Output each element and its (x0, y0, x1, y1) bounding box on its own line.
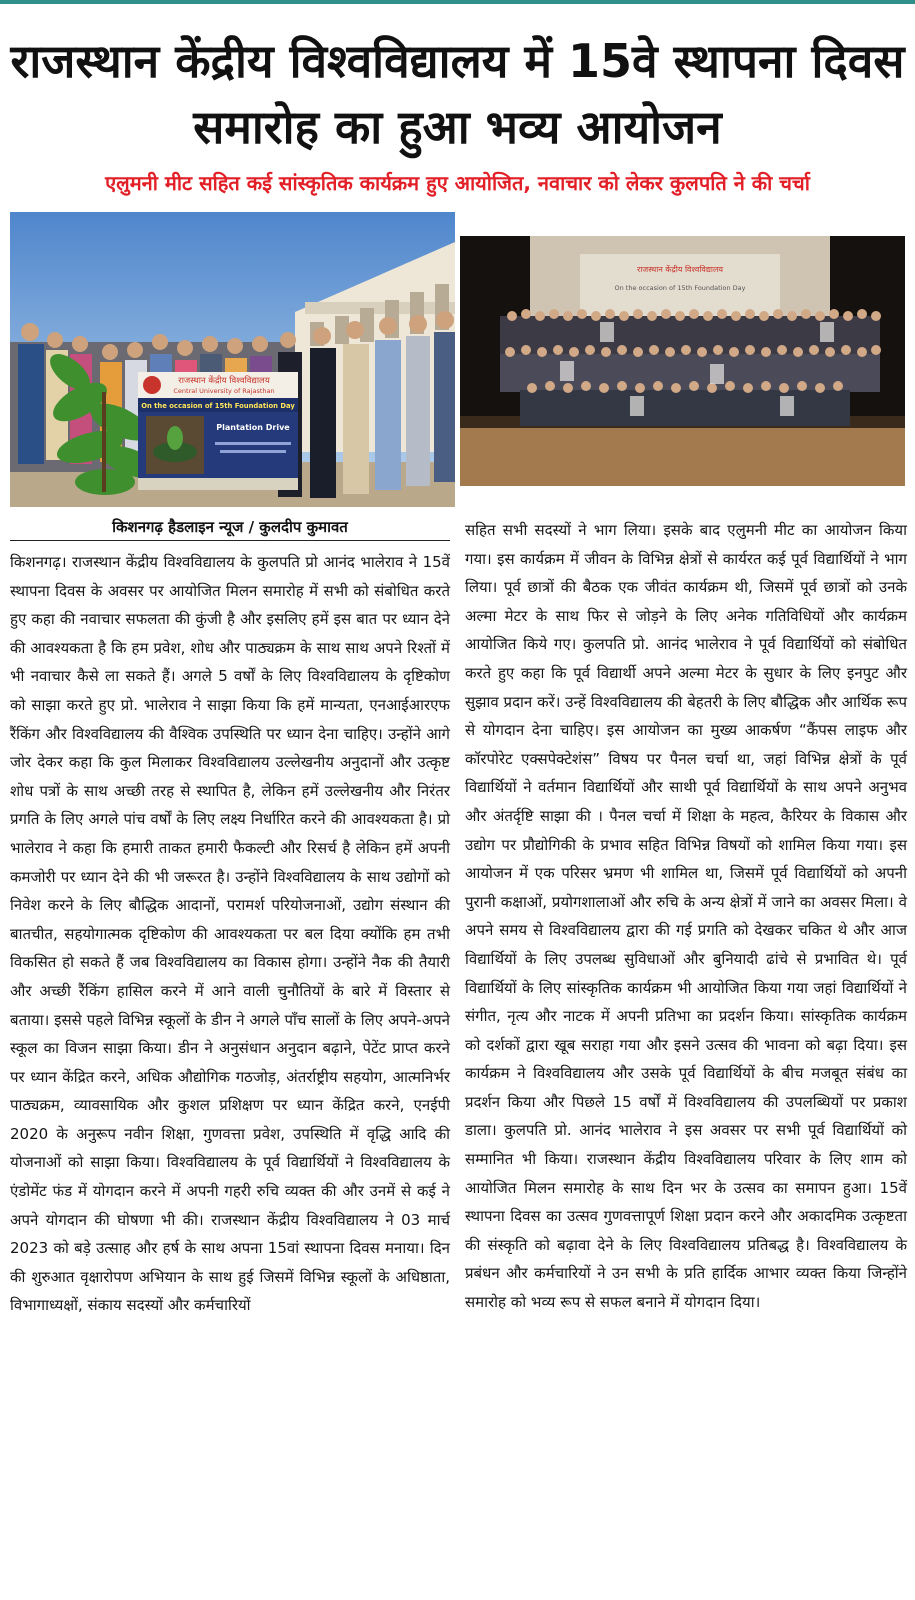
top-rule (0, 0, 915, 4)
alumni-meet-group-photo (460, 236, 905, 486)
foundation-day-banner (138, 372, 298, 490)
headline: राजस्थान केंद्रीय विश्वविद्यालय में 15वे स्थापना दिवस समारोह का हुआ भव्य आयोजन (10, 34, 905, 154)
byline: किशनगढ़ हैडलाइन न्यूज / कुलदीप कुमावत (10, 516, 450, 541)
article-body-left-column: किशनगढ़। राजस्थान केंद्रीय विश्वविद्यालय के कुलपति प्रो आनंद भालेराव ने 15वें स्थापना दिवस के अवसर पर आयोजित मिलन समारोह में सभी को संबोधित करते हुए कहा की नवाचार सफलता की कुंजी है और इसलिए हमें इस बात पर ध्यान देने की आवश्यकता है कि हम प्रवेश, शोध और पाठ्यक्रम के साथ साथ अपने रिश्तों में भी नवाचार कैसे ला सकते हैं। अगले 5 वर्षों के लिए विश्वविद्यालय के दृष्टिकोण को साझा करते हुए प्रो. भालेराव ने साझा किया कि हमें मान्यता, एनआईआरएफ रैंकिंग और विश्वविद्यालय की वैश्विक उपस्थिति पर ध्यान देना चाहिए। उन्होंने आगे जोर देकर कहा कि कुल मिलाकर विश्वविद्यालय उल्लेखनीय अनुदानों और उत्कृष्ट शोध पत्रों के साथ अच्छी तरह से स्थापित है, लेकिन हमें उल्लेखनीय और निरंतर प्रगति के लिए अगले पांच वर्षों के लिए लक्ष्य निर्धारित करने की आवश्यकता है। प्रो भालेराव ने कहा कि हमारी ताकत हमारी फैकल्टी और रिसर्च है लेकिन हमें अपनी कमजोरी पर ध्यान देने की भी जरूरत है। उन्होंने विश्वविद्यालय के साथ उद्योगों को निवेश करने के लिए बौद्धिक आदानों, परामर्श परियोजनाओं, उद्योग संस्थान की बातचीत, सहयोगात्मक दृष्टिकोण की आवश्यकता पर बल दिया क्योंकि हम तभी विकसित हो सकते हैं जब विश्वविद्यालय का विकास होगा। उन्होंने नैक की तैयारी और अच्छी रैंकिंग हासिल करने में आने वाली चुनौतियों के बारे में विस्तार से बताया। इससे पहले विभिन्न स्कूलों के डीन ने अगले पाँच सालों के लिए अपने-अपने स्कूल का विजन साझा किया। डीन ने अनुसंधान अनुदान बढ़ाने, पेटेंट प्राप्त करने पर ध्यान केंद्रित करने, अधिक औद्योगिक गठजोड़, अंतर्राष्ट्रीय सहयोग, आत्मनिर्भर पाठ्यक्रम, व्यावसायिक और कुशल प्रशिक्षण पर ध्यान केंद्रित करने, एनईपी 2020 के अनुरूप नवीन शिक्षा, गुणवत्ता प्रवेश, उपस्थिति में वृद्धि आदि की योजनाओं को साझा किया। विश्वविद्यालय के पूर्व विद्यार्थियों ने विश्वविद्यालय के एंडोमेंट फंड में योगदान करने में अपनी गहरी रुचि व्यक्त की और उनमें से कई ने अपने योगदान की घोषणा भी की। राजस्थान केंद्रीय विश्वविद्यालय ने 03 मार्च 2023 को बड़े उत्साह और हर्ष के साथ अपना 15वां स्थापना दिवस मनाया। दिन की शुरुआत वृक्षारोपण अभियान के साथ हुई जिसमें विभिन्न स्कूलों के अधिष्ठाता, विभागाध्यक्षों, संकाय सदस्यों और कर्मचारियों (10, 553, 450, 1315)
stage-screen-occasion: On the occasion of 15th Foundation Day (614, 284, 746, 292)
banner-university-hindi: राजस्थान केंद्रीय विश्वविद्यालय (178, 376, 270, 386)
article-body-right-column: सहित सभी सदस्यों ने भाग लिया। इसके बाद एलुमनी मीट का आयोजन किया गया। इस कार्यक्रम में जीवन के विभिन्न क्षेत्रों से कार्यरत कई पूर्व विद्यार्थियों ने भाग लिया। पूर्व छात्रों की बैठक एक जीवंत कार्यक्रम थी, जिसमें पूर्व छात्रों को उनके अल्मा मेटर के साथ फिर से जोड़ने के लिए अनेक गतिविधियों और कार्यक्रम आयोजित किये गए। कुलपति प्रो. आनंद भालेराव ने पूर्व विद्यार्थियों को संबोधित करते हुए कहा कि पूर्व विद्यार्थी अपने अल्मा मेटर के सुधार के लिए इनपुट और सुझाव प्रदान करें। उन्हें विश्वविद्यालय की बेहतरी के लिए बौद्धिक और आर्थिक रूप से योगदान देना चाहिए। इस आयोजन का मुख्य आकर्षण “कैंपस लाइफ और कॉरपोरेट एक्सपेक्टेशंस” विषय पर पैनल चर्चा था, जहां विभिन्न क्षेत्रों के पूर्व विद्यार्थियों ने वर्तमान विद्यार्थियों और साथी पूर्व विद्यार्थियों के साथ अपने अनुभव और अंतर्दृष्टि साझा की । पैनल चर्चा में शिक्षा के महत्व, कैरियर के विकास और उद्योग पर प्रौद्योगिकी के प्रभाव सहित विभिन्न विषयों को शामिल किया गया। इस आयोजन में एक परिसर भ्रमण भी शामिल था, जिसमें पूर्व विद्यार्थियों को अपनी पुरानी कक्षाओं, प्रयोगशालाओं और रुचि के अन्य क्षेत्रों में जाने का अवसर मिला। वे अपने समय से विश्वविद्यालय द्वारा की गई प्रगति को देखकर चकित थे और आज विद्यार्थियों के लिए उपलब्ध सुविधाओं और बुनियादी ढांचे से प्रभावित थे। पूर्व विद्यार्थियों के लिए सांस्कृतिक कार्यक्रम भी आयोजित किया गया जहां विद्यार्थियों ने संगीत, नृत्य और नाटक में अपनी प्रतिभा का प्रदर्शन किया। सांस्कृतिक कार्यक्रम को दर्शकों द्वारा खूब सराहा गया और इसने उत्सव की भावना को बढ़ा दिया। इस कार्यक्रम ने विश्वविद्यालय और उसके पूर्व विद्यार्थियों के बीच मजबूत संबंध का प्रदर्शन किया और पिछले 15 वर्षों में विश्वविद्यालय की उपलब्धियों पर प्रकाश डाला। कुलपति प्रो. आनंद भालेराव ने इस अवसर पर सभी पूर्व विद्यार्थियों को सम्मानित भी किया। राजस्थान केंद्रीय विश्वविद्यालय परिवार के लिए शाम को आयोजित मिलन समारोह के साथ दिन भर के उत्सव का समापन हुआ। 15वें स्थापना दिवस का उत्सव गुणवत्तापूर्ण शिक्षा प्रदान करने और अकादमिक उत्कृष्टता की संस्कृति को बढ़ावा देने के लिए विश्वविद्यालय प्रतिबद्ध है। विश्वविद्यालय के प्रबंधन और कर्मचारियों ने उन सभी के प्रति हार्दिक आभार व्यक्त किया जिन्होंने समारोह को भव्य रूप से सफल बनाने में योगदान दिया। (465, 521, 907, 1312)
plantation-drive-photo (10, 212, 455, 507)
subheadline: एलुमनी मीट सहित कई सांस्कृतिक कार्यक्रम हुए आयोजित, नवाचार को लेकर कुलपति ने की चर्चा (105, 171, 810, 195)
stage-screen-title: राजस्थान केंद्रीय विश्वविद्यालय (636, 265, 724, 274)
banner-occasion: On the occasion of 15th Foundation Day (141, 402, 295, 410)
banner-event: Plantation Drive (216, 423, 290, 432)
banner-university-english: Central University of Rajasthan (173, 387, 275, 395)
